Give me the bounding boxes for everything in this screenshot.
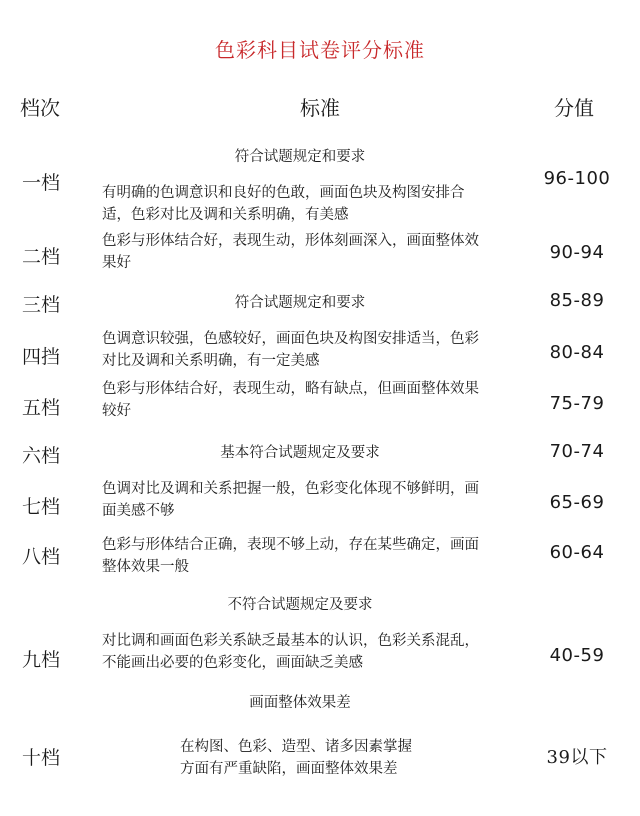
header-score: 分值 [554, 96, 594, 120]
score-range-6: 70-74 [549, 441, 605, 462]
level-label-9: 九档 [22, 649, 61, 671]
criteria-line-1b: 适，色彩对比及调和关系明确，有美感 [102, 207, 349, 223]
level-label-8: 八档 [22, 546, 61, 568]
criteria-line-10a: 在构图、色彩、造型、诸多因素掌握 [180, 739, 412, 755]
score-range-5: 75-79 [549, 393, 605, 414]
criteria-line-4b: 对比及调和关系明确，有一定美感 [102, 353, 320, 369]
criteria-line-8a: 色彩与形体结合正确，表现不够上动，存在某些确定，画面 [102, 537, 479, 553]
criteria-line-8b: 整体效果一般 [102, 559, 189, 575]
level-label-3: 三档 [22, 294, 61, 316]
criteria-line-9a: 对比调和画面色彩关系缺乏最基本的认识，色彩关系混乱， [102, 633, 479, 649]
score-range-4: 80-84 [549, 342, 605, 363]
group-heading-4: 不符合试题规定及要求 [227, 597, 373, 613]
level-label-1: 一档 [22, 172, 61, 194]
header-level: 档次 [20, 96, 60, 120]
criteria-line-5a: 色彩与形体结合好，表现生动，略有缺点，但画面整体效果 [102, 381, 479, 397]
score-range-10: 39以下 [546, 747, 608, 768]
header-criteria: 标准 [300, 96, 340, 120]
level-label-5: 五档 [22, 397, 61, 419]
criteria-line-2a: 色彩与形体结合好，表现生动，形体刻画深入，画面整体效 [102, 233, 479, 249]
criteria-line-1a: 有明确的色调意识和良好的色敢，画面色块及构图安排合 [102, 185, 465, 201]
criteria-line-9b: 不能画出必要的色彩变化，画面缺乏美感 [102, 655, 363, 671]
level-label-2: 二档 [22, 246, 61, 268]
document-title: 色彩科目试卷评分标准 [215, 38, 425, 62]
criteria-line-10b: 方面有严重缺陷，画面整体效果差 [180, 761, 398, 777]
criteria-line-5b: 较好 [102, 403, 131, 419]
group-heading-3: 基本符合试题规定及要求 [220, 445, 380, 461]
level-label-10: 十档 [22, 747, 61, 769]
score-range-7: 65-69 [549, 492, 605, 513]
criteria-line-7a: 色调对比及调和关系把握一般，色彩变化体现不够鲜明，画 [102, 481, 479, 497]
score-range-9: 40-59 [549, 645, 605, 666]
score-range-3: 85-89 [549, 290, 605, 311]
group-heading-1: 符合试题规定和要求 [234, 149, 366, 165]
group-heading-5: 画面整体效果差 [249, 695, 351, 711]
criteria-line-2b: 果好 [102, 255, 131, 271]
criteria-line-4a: 色调意识较强，色感较好，画面色块及构图安排适当，色彩 [102, 331, 479, 347]
level-label-4: 四挡 [22, 346, 61, 368]
score-range-8: 60-64 [549, 542, 605, 563]
score-range-2: 90-94 [549, 242, 605, 263]
group-heading-2: 符合试题规定和要求 [234, 295, 366, 311]
score-range-1: 96-100 [543, 168, 611, 189]
level-label-7: 七档 [22, 496, 61, 518]
criteria-line-7b: 面美感不够 [102, 503, 175, 519]
level-label-6: 六档 [22, 445, 61, 467]
